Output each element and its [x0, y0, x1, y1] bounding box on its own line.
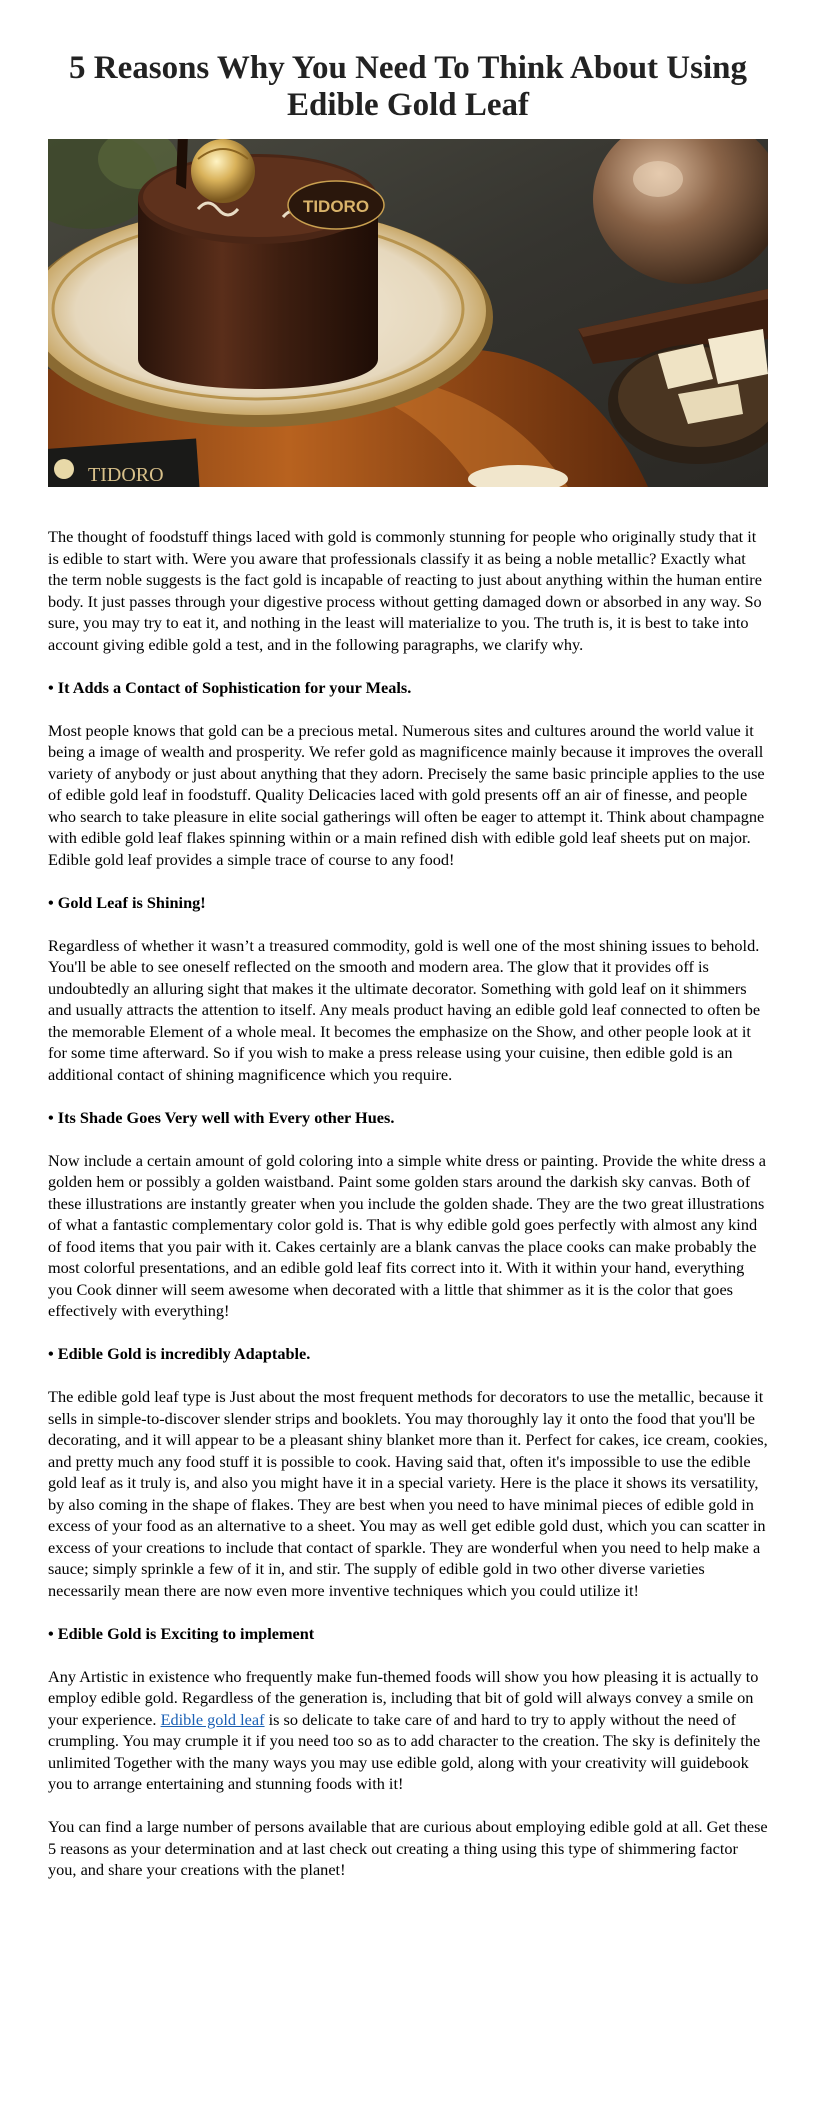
chocolate-cake-illustration — [48, 139, 768, 487]
page-title: 5 Reasons Why You Need To Think About Using Edible Gold Leaf — [69, 50, 747, 123]
hero-corner-brand: TIDORO — [88, 464, 164, 486]
edible-gold-leaf-link[interactable]: Edible gold leaf — [160, 1709, 265, 1729]
article — [48, 0, 768, 1881]
closing-paragraph: You can find a large number of persons available that are curious about employing edible gold at all. Get these 5 reasons as your determination and at last check out creating a thing using this type of shimmering factor you, and share your creations with the planet! — [48, 1817, 768, 1879]
section-body-3: Now include a certain amount of gold coloring into a simple white dress or painting. Provide the white dress a golden hem or possibly a golden waistband. Paint some golden stars around the darkish sky canvas. Both of these illustrations are instantly greater when you include the golden shade. They are the two great illustrations of what a fantastic complementary color gold is. That is why edible gold goes perfectly with almost any kind of food items that you pair with it. Cakes certainly are a blank canvas the place cooks can make probably the most colorful presentations, and an edible gold leaf fits correct into it. With it within your hand, everything you Cook dinner will seem awesome when decorated with a little that shimmer as it is the color that goes effectively with everything! — [48, 1150, 767, 1320]
intro-paragraph: The thought of foodstuff things laced with gold is commonly stunning for people who originally study that it is edible to start with. Were you aware that professionals classify it as being a noble metallic? Exactly what the term noble suggests is the fact gold is incapable of reacting to just about anything within the human entire body. It just passes through your digestive process without getting damaged down or absorbed in any way. So sure, you may try to eat it, and nothing in the least will materialize to you. The truth is, it is best to take into account giving edible gold a test, and in the following paragraphs, we clarify why. — [48, 527, 762, 654]
section-heading-5: • Edible Gold is Exciting to implement — [48, 1623, 315, 1643]
section-body-4: The edible gold leaf type is Just about the most frequent methods for decorators to use the metallic, because it sells in simple-to-discover slender strips and booklets. You may thoroughly lay it onto the food that you'll be decorating, and it will appear to be a pleasant shiny blanket more than it. Perfect for cakes, ice cream, cookies, and pretty much any food stuff it is possible to cook. Having said that, often it's impossible to use the edible gold leaf as it truly is, and also you might have it in a special variety. Here is the place it shows its versatility, by also coming in the shape of flakes. They are best when you need to have minimal pieces of edible gold in excess of your food as an alternative to a sheet. You may as well get edible gold dust, which you can scatter in excess of your creations to include that contact of sparkle. They are wonderful when you need to help make a sauce; simply sprinkle a few of it in, and stir. The supply of edible gold in two other diverse varieties necessarily mean there are now even more inventive techniques which you could utilize it! — [48, 1387, 768, 1600]
section-heading-2: • Gold Leaf is Shining! — [48, 892, 206, 912]
section-body-5 — [48, 1666, 768, 1795]
hero-image — [48, 139, 768, 487]
section-body-1: Most people knows that gold can be a precious metal. Numerous sites and cultures around the world value it being a image of wealth and prosperity. We refer gold as magnificence mainly because it improves the overall variety of anybody or just about anything that they adorn. Precisely the same basic principle applies to the use of edible gold leaf in foodstuff. Quality Delicacies laced with gold presents off an air of finesse, and people who search to take pleasure in elite social gatherings will often be eager to attempt it. Think about champagne with edible gold leaf flakes spinning within or a main refined dish with edible gold leaf sheets put on major. Edible gold leaf provides a simple trace of course to any food! — [48, 720, 765, 869]
hero-brand-text: TIDORO — [302, 197, 370, 216]
section-body-5-after-link: is so delicate to take care of and hard to try to apply without the need of crumpling. You may crumple it if you need too so as to add character to the creation. The sky is definitely the unlimited Together with the many ways you may use edible gold, along with your creativity will guidebook you to arrange entertaining and stunning foods with it! — [48, 1709, 761, 1793]
section-heading-3: • Its Shade Goes Very well with Every other Hues. — [48, 1107, 395, 1127]
section-body-2: Regardless of whether it wasn’t a treasured commodity, gold is well one of the most shining issues to behold. You'll be able to see oneself reflected on the smooth and modern area. The glow that it provides off is undoubtedly an alluring sight that makes it the ultimate decorator. Something with gold leaf on it shimmers and usually attracts the attention to itself. Any meals product having an edible gold leaf connected to often be the memorable Element of a whole meal. It becomes the emphasize on the Show, and other people look at it for some time afterward. So if you wish to make a press release using your cuisine, then edible gold is an additional contact of shining magnificence which you require. — [48, 935, 761, 1084]
section-heading-4: • Edible Gold is incredibly Adaptable. — [48, 1344, 311, 1363]
section-body-5-before-link: Any Artistic in existence who frequently make fun-themed foods will show you how pleasing it is actually to employ edible gold. Regardless of the generation is, including that bit of gold will always convey a smile on your experience. — [48, 1666, 759, 1729]
section-heading-1: • It Adds a Contact of Sophistication for your Meals. — [48, 677, 412, 697]
